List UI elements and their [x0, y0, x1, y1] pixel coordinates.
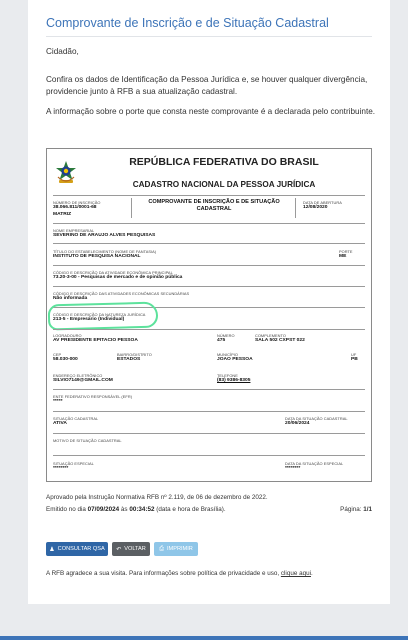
email: SILVIO7149@GMAIL.COM — [53, 378, 113, 383]
divider — [53, 286, 365, 287]
company-name: SEVERINO DE ARAUJO ALVES PESQUISAS — [53, 233, 156, 238]
back-label: VOLTAR — [124, 546, 146, 552]
back-arrow-icon: ↶ — [116, 546, 122, 553]
divider — [53, 455, 365, 456]
district: ESTADOS — [117, 357, 141, 362]
issued-prefix: Emitido no dia — [46, 506, 86, 513]
certificate-header-cnpj: CADASTRO NACIONAL DA PESSOA JURÍDICA — [132, 180, 316, 189]
city: JOAO PESSOA — [217, 357, 253, 362]
main-activity: 73.20-3-00 - Pesquisas de mercado e de opinião pública — [53, 275, 183, 280]
fantasy-name-label: TÍTULO DO ESTABELECIMENTO (NOME DE FANTASIA) — [53, 249, 157, 254]
consult-qsa-button[interactable] — [46, 542, 108, 556]
thanks-end: . — [310, 570, 313, 577]
intro-paragraph-1: Confira os dados de Identificação da Pessoa Jurídica e, se houver qualquer divergência, providencie junto à RFB a sua atualização cadastral. — [46, 75, 368, 96]
divider — [53, 265, 365, 266]
intro-paragraph-2: A informação sobre o porte que consta neste comprovante é a declarada pelo contribuinte. — [46, 107, 376, 116]
issued-suffix: (data e hora de Brasília). — [156, 506, 226, 513]
green-highlight-circle — [48, 302, 159, 331]
special-status-label: SITUAÇÃO ESPECIAL — [53, 461, 94, 466]
page-title: Comprovante de Inscrição e de Situação Cadastral — [46, 16, 329, 30]
special-date-label: DATA DA SITUAÇÃO ESPECIAL — [285, 461, 344, 466]
divider — [53, 195, 365, 196]
page-value: 1/1 — [363, 506, 372, 513]
back-button[interactable] — [112, 542, 150, 556]
page-label: Página: — [340, 506, 362, 513]
opening-date-label: DATA DE ABERTURA — [303, 200, 342, 205]
main-panel — [28, 0, 390, 604]
divider — [295, 198, 296, 218]
city-label: MUNICÍPIO — [217, 352, 238, 357]
consult-qsa-label: CONSULTAR QSA — [57, 546, 105, 552]
printer-icon: ⎙ — [159, 545, 164, 552]
inscription-label: NÚMERO DE INSCRIÇÃO — [53, 200, 101, 205]
comprovante-title: COMPROVANTE DE INSCRIÇÃO E DE SITUAÇÃO CADASTRAL — [148, 199, 280, 212]
legal-nature: 213-5 - Empresário (Individual) — [53, 317, 125, 322]
issued-date: 07/09/2024 — [87, 506, 120, 513]
uf-label: UF — [351, 352, 357, 357]
company-name-label: NOME EMPRESARIAL — [53, 228, 95, 233]
secondary-activity-label: CÓDIGO E DESCRIÇÃO DAS ATIVIDADES ECONÔMICAS SECUNDÁRIAS — [53, 291, 190, 296]
status: ATIVA — [53, 421, 67, 426]
complement: SALA 502 CXPST 022 — [255, 338, 305, 343]
porte-label: PORTE — [339, 249, 353, 254]
divider — [53, 223, 365, 224]
status-date-label: DATA DA SITUAÇÃO CADASTRAL — [285, 416, 348, 421]
street: AV PRESIDENTE EPITACIO PESSOA — [53, 338, 138, 343]
special-date: ******** — [285, 466, 301, 471]
email-label: ENDEREÇO ELETRÔNICO — [53, 373, 103, 378]
district-label: BAIRRO/DISTRITO — [117, 352, 152, 357]
legal-nature-label: CÓDIGO E DESCRIÇÃO DA NATUREZA JURÍDICA — [53, 312, 146, 317]
privacy-link[interactable]: clique aqui — [280, 570, 311, 577]
street-label: LOGRADOURO — [53, 333, 82, 338]
fantasy-name: INSTITUTO DE PESQUISA NACIONAL — [53, 254, 141, 259]
cep: 58.030-000 — [53, 357, 78, 362]
efr-label: ENTE FEDERATIVO RESPONSÁVEL (EFR) — [53, 394, 133, 399]
status-date: 20/06/2024 — [285, 421, 310, 426]
thanks-note — [46, 570, 313, 577]
issued-note — [46, 506, 226, 513]
title-divider — [46, 36, 372, 37]
divider — [53, 433, 365, 434]
number-label: NÚMERO — [217, 333, 235, 338]
divider — [53, 243, 365, 244]
main-activity-label: CÓDIGO E DESCRIÇÃO DA ATIVIDADE ECONÔMICA PRINCIPAL — [53, 270, 173, 275]
secondary-activity: Não informada — [53, 296, 88, 301]
porte-value: ME — [339, 254, 347, 259]
status-label: SITUAÇÃO CADASTRAL — [53, 416, 99, 421]
thanks-text: A RFB agradece a sua visita. Para informações sobre política de privacidade e uso, — [46, 570, 280, 577]
users-icon: ♟ — [49, 546, 55, 553]
print-label: IMPRIMIR — [167, 546, 193, 552]
inscription-number: 38.066.811/0001-68 — [53, 205, 97, 210]
opening-date: 12/08/2020 — [303, 205, 328, 210]
divider — [131, 198, 132, 218]
print-button[interactable] — [154, 542, 198, 556]
greeting: Cidadão, — [46, 47, 79, 56]
certificate-header-republic: REPÚBLICA FEDERATIVA DO BRASIL — [129, 156, 319, 168]
cep-label: CEP — [53, 352, 62, 357]
complement-label: COMPLEMENTO — [255, 333, 286, 338]
inscription-type: MATRIZ — [53, 212, 72, 217]
uf: PB — [351, 357, 358, 362]
efr: ***** — [53, 399, 63, 404]
issued-time: 00:34:52 — [129, 506, 155, 513]
page-number — [340, 506, 372, 513]
divider — [53, 389, 365, 390]
phone-label: TELEFONE — [217, 373, 238, 378]
divider — [53, 329, 365, 330]
bottom-accent-bar — [0, 636, 408, 640]
approval-note: Aprovado pela Instrução Normativa RFB nº 2.119, de 06 de dezembro de 2022. — [46, 494, 268, 501]
cnpj-certificate — [46, 148, 372, 482]
status-reason-label: MOTIVO DE SITUAÇÃO CADASTRAL — [53, 438, 122, 443]
issued-mid: às — [120, 506, 128, 513]
street-number: 475 — [217, 338, 226, 343]
special-status: ******** — [53, 466, 69, 471]
divider — [53, 411, 365, 412]
phone: (83) 9386-8305 — [217, 378, 251, 383]
